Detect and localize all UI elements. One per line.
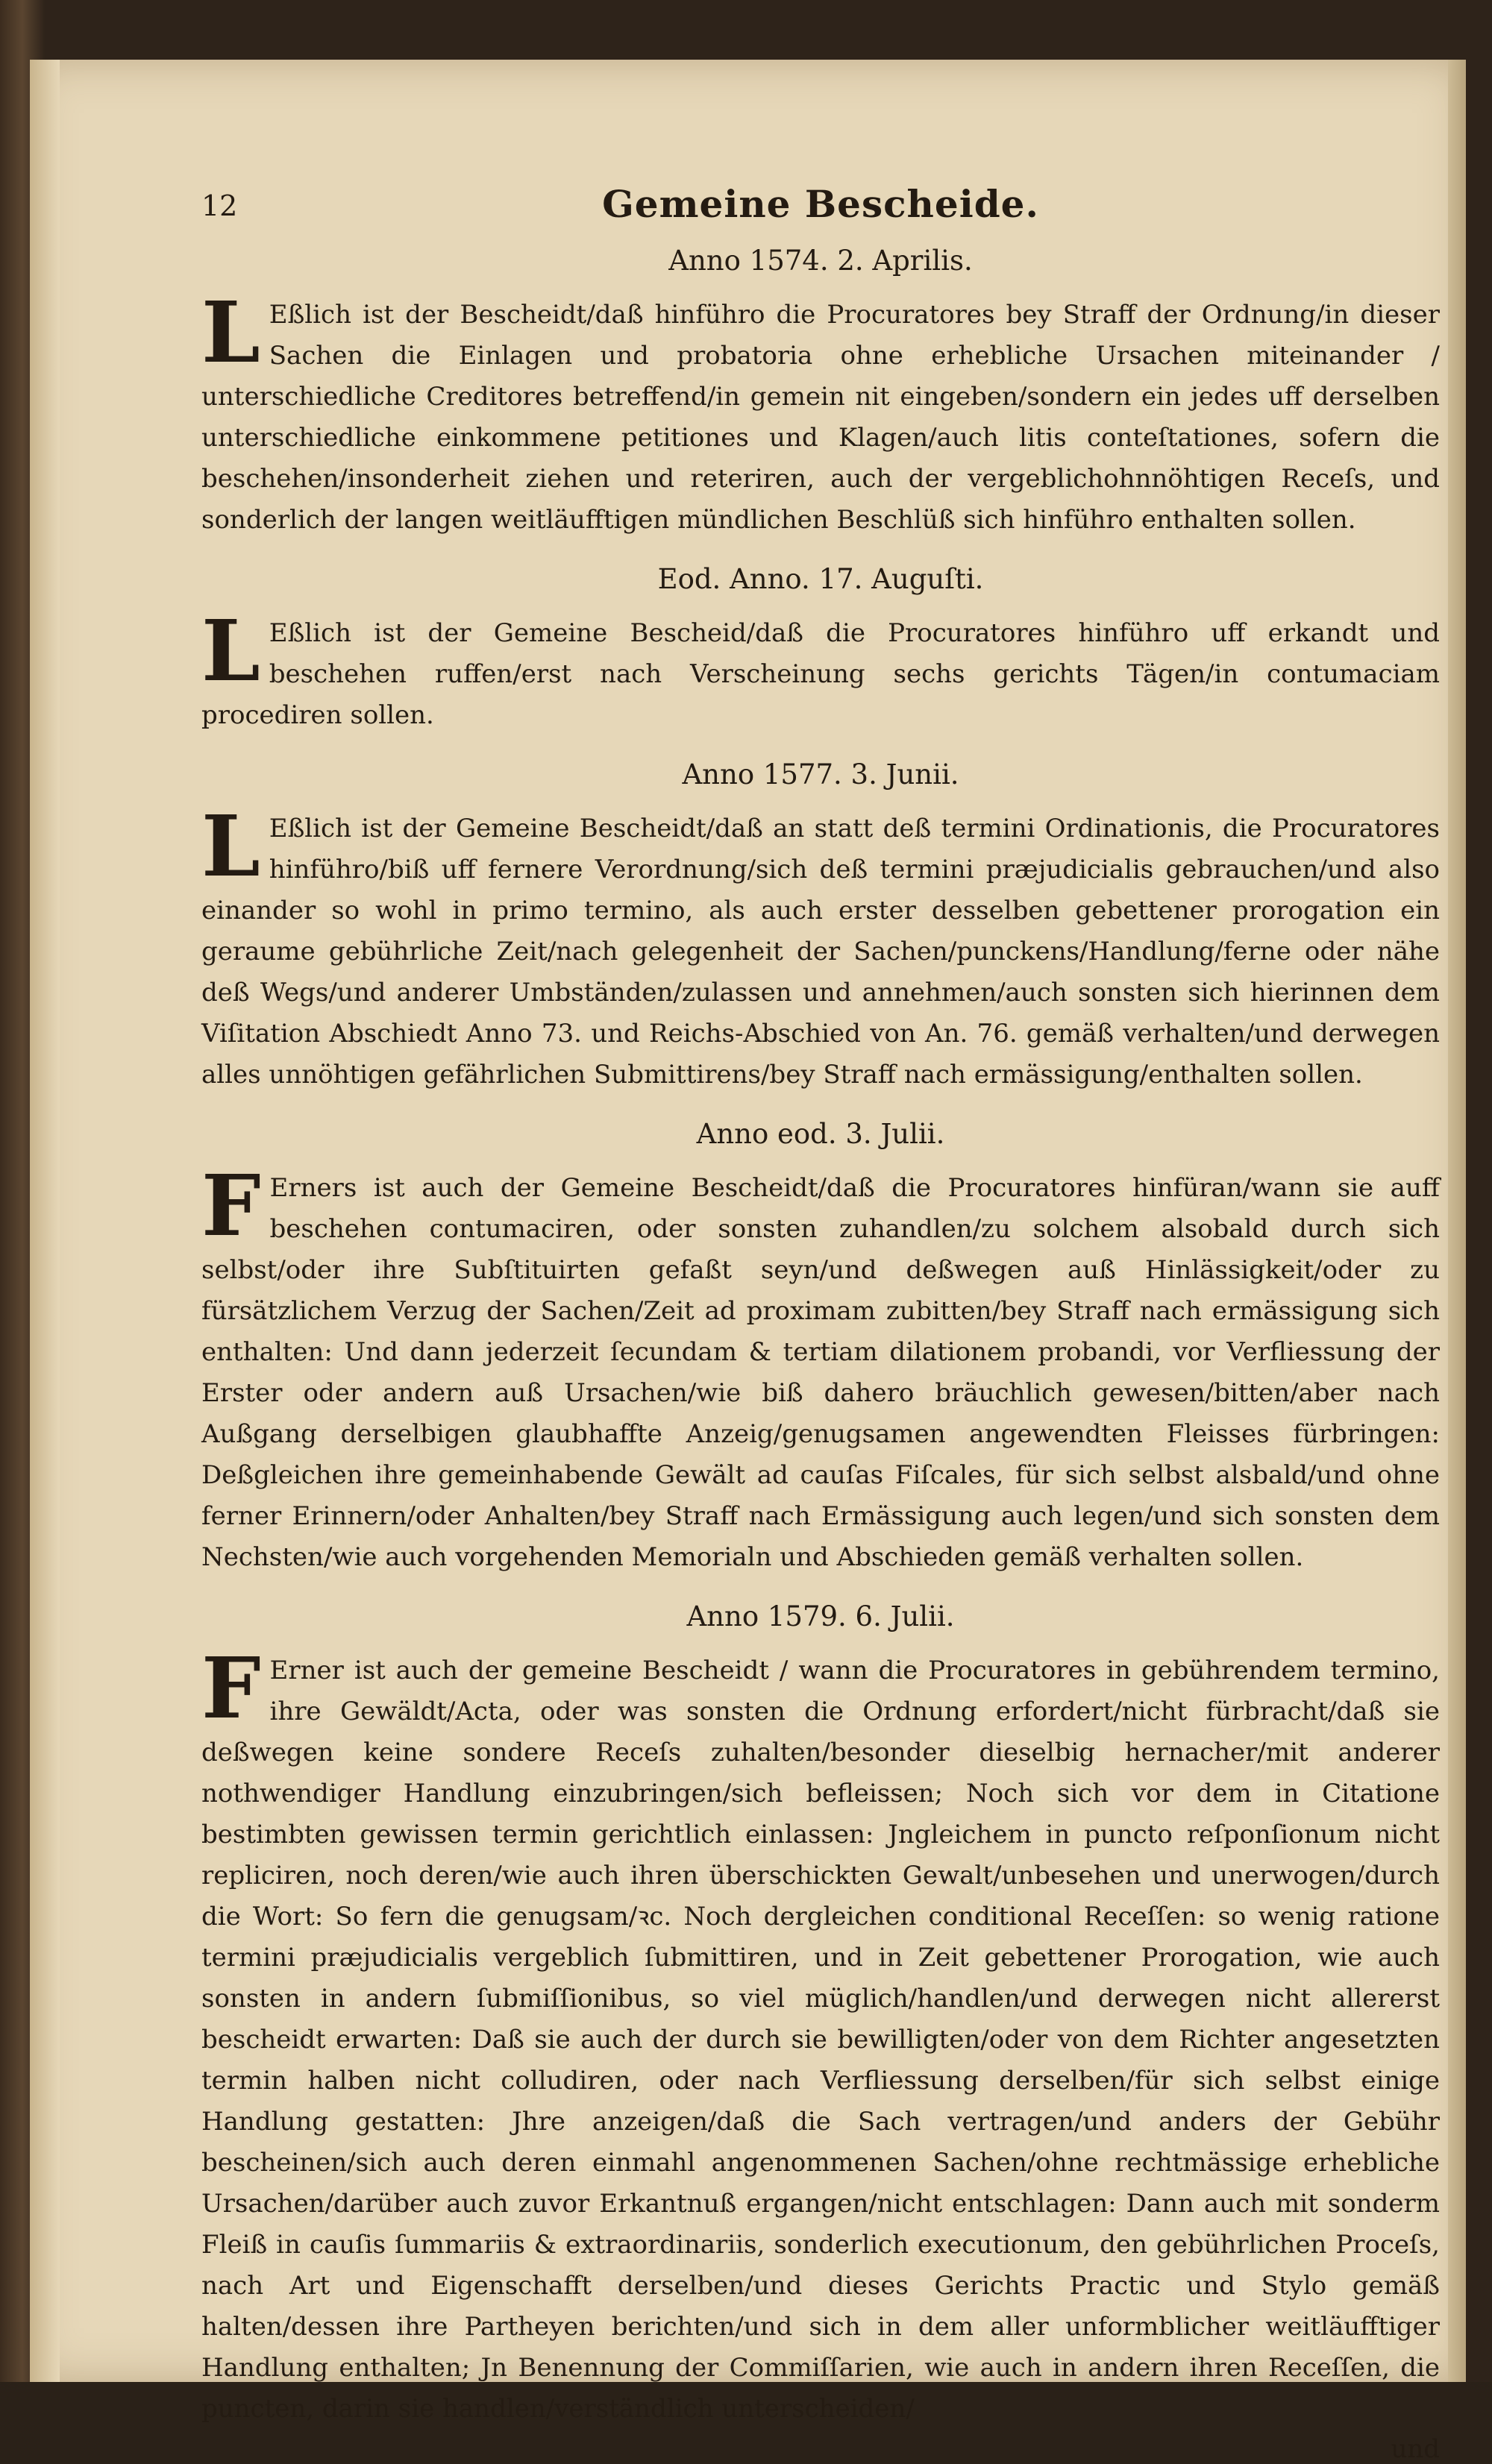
book-page — [30, 60, 1466, 2464]
drop-cap: F — [201, 1157, 261, 1255]
page-number: 12 — [201, 189, 238, 222]
section-body: Erner ist auch der gemeine Bescheidt / wann die Procuratores in gebührendem termino, ihre Gewäldt/Acta, oder was sonsten die Ordnung erfordert/nicht fürbracht/daß sie deßwegen keine sondere Receſs zuhalten/besonder dieselbig hernacher/mit anderer nothwendiger Handlung einzubringen/sich befleissen; Noch sich vor dem in Citatione bestimbten gewissen termin gerichtlich einlassen: Jngleichem in puncto reſponſionum nicht repliciren, noch deren/wie auch ihren überschickten Gewalt/unbesehen und unerwogen/durch die Wort: So fern die genugsam/ꝛc. Noch dergleichen conditional Receſſen: so wenig ratione termini præjudicialis vergeblich ſubmittiren, und in Zeit gebettener Prorogation, wie auch sonsten in andern ſubmiſſionibus, so viel müglich/handlen/und derwegen nicht allererst bescheidt erwarten: Daß sie auch der durch sie bewilligten/oder von dem Richter angesetzten termin halben nicht colludiren, oder nach Verfliessung derselben/für sich selbst einige Handlung gestatten: Jhre anzeigen/daß die Sach vertragen/und anders der Gebühr bescheinen/sich auch deren einmahl angenommenen Sachen/ohne rechtmässige erhebliche Ursachen/darüber auch zuvor Erkantnuß ergangen/nicht entschlagen: Dann auch mit sonderm Fleiß in cauſis ſummariis & extraordinariis, sonderlich executionum, den gebührlichen Proceſs, nach Art und Eigenschafft derselben/und dieses Gerichts Practic und Stylo gemäß halten/dessen ihre Partheyen berichten/und sich in dem aller unformblicher weitläufftiger Handlung enthalten; Jn Benennung der Commiſſarien, wie auch in andern ihren Receſſen, die puncten, darin sie handlen/verständlich unterscheiden/ — [201, 1656, 1440, 2424]
page-header — [201, 179, 1440, 239]
section-5 — [201, 1600, 1440, 2430]
page-gutter — [30, 60, 60, 2382]
drop-cap: L — [201, 798, 260, 896]
section-3 — [201, 758, 1440, 1096]
section-2 — [201, 563, 1440, 736]
page-edge — [1448, 60, 1466, 2382]
section-date: Anno 1579. 6. Julii. — [686, 1600, 955, 1632]
drop-cap: L — [201, 603, 260, 700]
drop-cap: L — [201, 284, 260, 382]
page-content — [201, 179, 1440, 2464]
section-date: Anno 1574. 2. Aprilis. — [668, 245, 973, 277]
section-text — [201, 603, 1440, 736]
catchword: und — [1391, 2434, 1440, 2464]
section-body: Erners ist auch der Gemeine Bescheidt/daß die Procuratores hinfüran/wann sie auff beschehen contumaciren, oder sonsten zuhandlen/zu solchem alsobald durch sich selbst/oder ihre Subſtituirten gefaßt seyn/und deßwegen auß Hinlässigkeit/oder zu fürsätzlichem Verzug der Sachen/Zeit ad proximam zubitten/bey Straff nach ermässigung sich enthalten: Und dann jederzeit ſecundam & tertiam dilationem probandi, vor Verfliessung der Erster oder andern auß Ursachen/wie biß dahero bräuchlich gewesen/bitten/aber nach Außgang derselbigen glaubhaffte Anzeig/genugsamen angewendten Fleisses fürbringen: Deßgleichen ihre gemeinhabende Gewält ad cauſas Fiſcales, für sich selbst alsbald/und ohne ferner Erinnern/oder Anhalten/bey Straff nach Ermässigung auch legen/und sich sonsten dem Nechsten/wie auch vorgehenden Memorialn und Abschieden gemäß verhalten sollen. — [201, 1173, 1440, 1572]
section-text — [201, 1157, 1440, 1578]
section-date: Anno eod. 3. Julii. — [696, 1118, 945, 1150]
section-body: Eßlich ist der Bescheidt/daß hinführo die Procuratores bey Straff der Ordnung/in dieser Sachen die Einlagen und probatoria ohne erhebliche Ursachen miteinander / unterschiedliche Creditores betreffend/in gemein nit eingeben/sondern ein jedes uff derselben unterschiedliche einkommene petitiones und Klagen/auch litis conteſtationes, sofern die beschehen/insonderheit ziehen und reteriren, auch der vergeblichohnnöhtigen Receſs, und sonderlich der langen weitläufftigen mündlichen Beschlüß sich hinführo enthalten sollen. — [201, 300, 1440, 535]
section-text — [201, 1640, 1440, 2430]
section-1 — [201, 245, 1440, 541]
section-date: Eod. Anno. 17. Auguſti. — [657, 563, 984, 595]
section-text — [201, 798, 1440, 1096]
section-4 — [201, 1118, 1440, 1578]
running-head: Gemeine Bescheide. — [602, 182, 1039, 226]
section-date: Anno 1577. 3. Junii. — [682, 758, 959, 791]
section-body: Eßlich ist der Gemeine Bescheidt/daß an statt deß termini Ordinationis, die Procuratores hinführo/biß uff fernere Verordnung/sich deß termini præjudicialis gebrauchen/und also einander so wohl in primo termino, als auch erster desselben gebettener prorogation ein geraume gebührliche Zeit/nach gelegenheit der Sachen/punckens/Handlung/ferne oder nähe deß Wegs/und anderer Umbständen/zulassen und annehmen/auch sonsten sich hierinnen dem Viſitation Abschiedt Anno 73. und Reichs-Abschied von An. 76. gemäß verhalten/und derwegen alles unnöhtigen gefährlichen Submittirens/bey Straff nach ermässigung/enthalten sollen. — [201, 814, 1440, 1090]
drop-cap: F — [201, 1640, 261, 1738]
section-text — [201, 284, 1440, 541]
section-body: Eßlich ist der Gemeine Bescheid/daß die Procuratores hinführo uff erkandt und beschehen ruffen/erst nach Verscheinung sechs gerichts Tägen/in contumaciam procediren sollen. — [201, 618, 1440, 730]
